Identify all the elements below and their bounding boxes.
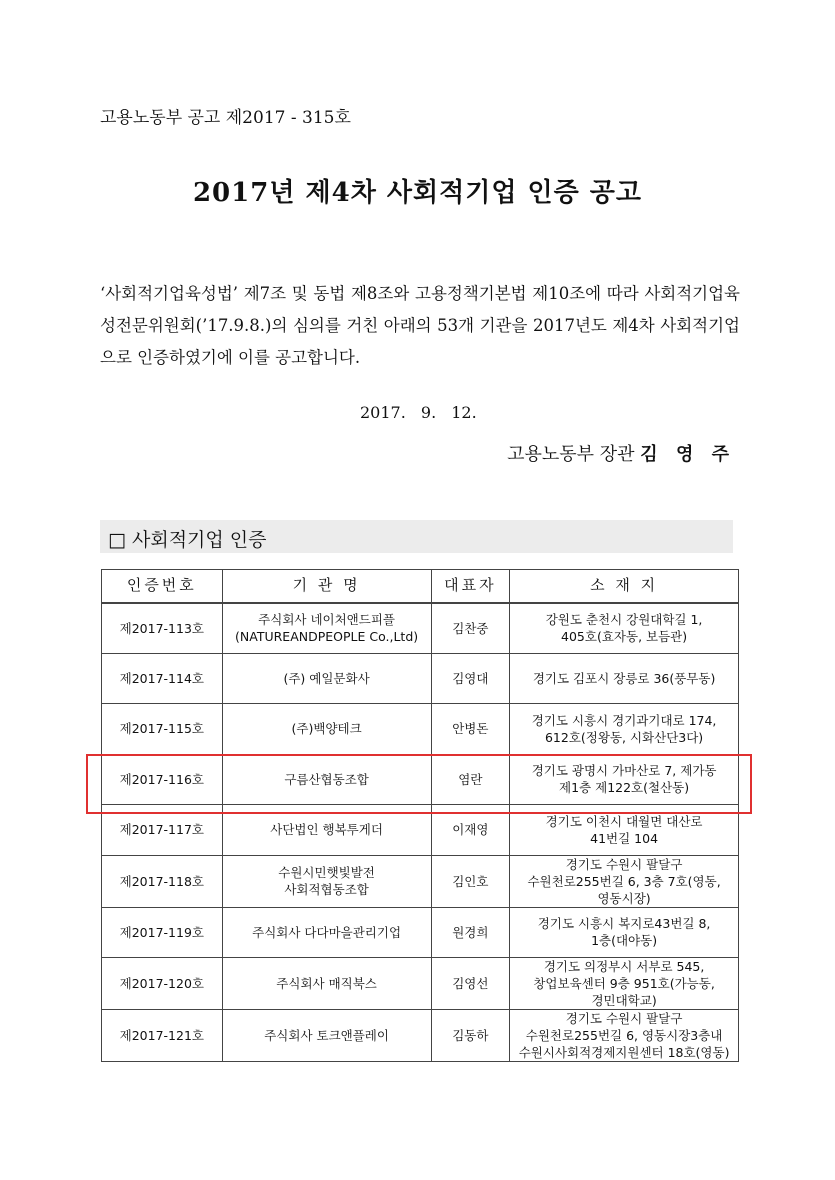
cell-address: [510, 907, 739, 958]
org-name-line: 수원시민햇빛발전: [278, 865, 375, 880]
address-line: 1층(대야동): [591, 933, 658, 949]
cell-address: [510, 805, 739, 856]
cell-cert-no: 제2017-118호: [102, 855, 223, 907]
address-line: 경민대학교): [591, 993, 657, 1008]
cell-org-name: [222, 855, 431, 907]
cell-org-name: [222, 704, 431, 755]
table-row: [102, 805, 739, 856]
address-line: 41번길 104: [590, 830, 659, 846]
org-name-line: 사단법인 행복투게더: [270, 822, 383, 838]
cell-address: [510, 704, 739, 755]
cell-cert-no: 제2017-121호: [102, 1010, 223, 1062]
address-line: 경기도 수원시 팔달구: [565, 856, 683, 872]
cell-representative: 김동하: [431, 1010, 510, 1062]
header-address: 소 재 지: [510, 570, 739, 603]
section-header: [100, 520, 733, 553]
cell-cert-no: 제2017-120호: [102, 958, 223, 1010]
cell-address: [510, 958, 739, 1010]
header-cert-no: 인증번호: [102, 570, 223, 603]
org-name-line: (NATUREANDPEOPLE Co.,Ltd): [235, 629, 419, 644]
address-line: 경기도 수원시 팔달구: [565, 1011, 683, 1026]
org-name-line: (주) 예일문화사: [283, 670, 370, 686]
address-line: 405호(효자동, 보듬관): [561, 629, 688, 644]
address-line: 수원천로255번길 6, 3층 7호(영동,: [527, 873, 721, 889]
table-row: [102, 603, 739, 654]
org-name-line: (주)백양테크: [291, 721, 362, 737]
address-line: 경기도 광명시 가마산로 7, 제가동: [531, 763, 717, 779]
cell-org-name: [222, 958, 431, 1010]
cell-cert-no: 제2017-113호: [102, 603, 223, 654]
org-name-line: 주식회사 매직북스: [276, 976, 377, 991]
table-row: [102, 907, 739, 958]
cell-representative: 안병돈: [431, 704, 510, 755]
cell-representative: 김인호: [431, 855, 510, 907]
address-line: 수원천로255번길 6, 영동시장3층내: [525, 1028, 723, 1043]
cell-org-name: [222, 907, 431, 958]
cell-org-name: [222, 1010, 431, 1062]
section-title-wrap: [108, 525, 267, 552]
address-line: 제1층 제122호(철산동): [559, 780, 690, 796]
org-name-line: 사회적협동조합: [284, 882, 369, 897]
body-paragraph: ‘사회적기업육성법’ 제7조 및 동법 제8조와 고용정책기본법 제10조에 따라 사회적기업육성전문위원회(’17.9.8.)의 심의를 거친 아래의 53개 기관을 2017년도 제4차 사회적기업으로 인증하였기에 이를 공고합니다.: [100, 284, 740, 367]
table-row: [102, 704, 739, 755]
cell-org-name: [222, 603, 431, 654]
table-row: [102, 653, 739, 704]
notice-number: 고용노동부 공고 제2017 - 315호: [100, 108, 351, 128]
cell-cert-no: 제2017-115호: [102, 704, 223, 755]
certification-table: [101, 569, 739, 1062]
cell-representative: 김찬중: [431, 603, 510, 654]
cell-representative: 김영선: [431, 958, 510, 1010]
address-line: 경기도 의정부시 서부로 545,: [543, 959, 705, 974]
signer-position: 고용노동부 장관: [507, 444, 635, 465]
cell-org-name: [222, 754, 431, 805]
cell-representative: 김영대: [431, 653, 510, 704]
address-line: 수원시사회적경제지원센터 18호(영동): [518, 1045, 730, 1060]
signer-name: 김 영 주: [640, 444, 735, 465]
cell-cert-no: 제2017-116호: [102, 754, 223, 805]
address-line: 경기도 김포시 장릉로 36(풍무동): [532, 670, 716, 686]
checkbox-icon: □: [108, 529, 126, 551]
table-body: [102, 603, 739, 1062]
cell-org-name: [222, 653, 431, 704]
address-line: 612호(정왕동, 시화산단3다): [544, 729, 704, 745]
cell-address: [510, 653, 739, 704]
cell-representative: 이재영: [431, 805, 510, 856]
cell-address: [510, 754, 739, 805]
page-title: 2017년 제4차 사회적기업 인증 공고: [192, 178, 643, 208]
org-name-line: 주식회사 토크앤플레이: [264, 1028, 389, 1043]
table-row: [102, 855, 739, 907]
cell-cert-no: 제2017-117호: [102, 805, 223, 856]
cell-org-name: [222, 805, 431, 856]
table-row: [102, 958, 739, 1010]
org-name-line: 주식회사 다다마을관리기업: [252, 924, 402, 940]
signer: [507, 440, 735, 466]
org-name-line: 주식회사 네이처앤드피플: [258, 612, 395, 627]
header-org-name: 기 관 명: [222, 570, 431, 603]
cell-address: [510, 855, 739, 907]
table-row: [102, 1010, 739, 1062]
address-line: 영동시장): [597, 890, 651, 906]
address-line: 창업보육센터 9층 951호(가능동,: [533, 976, 715, 991]
table-header-row: [102, 570, 739, 603]
address-line: 경기도 이천시 대월면 대산로: [545, 813, 703, 829]
section-title: 사회적기업 인증: [132, 529, 267, 551]
notice-date: 2017. 9. 12.: [360, 403, 477, 422]
cell-representative: 염란: [431, 754, 510, 805]
cell-cert-no: 제2017-119호: [102, 907, 223, 958]
address-line: 경기도 시흥시 복지로43번길 8,: [537, 916, 711, 932]
address-line: 강원도 춘천시 강원대학길 1,: [545, 612, 703, 627]
cell-cert-no: 제2017-114호: [102, 653, 223, 704]
org-name-line: 구름산협동조합: [284, 771, 369, 787]
cell-representative: 원경희: [431, 907, 510, 958]
header-representative: 대표자: [431, 570, 510, 603]
table-row: [102, 754, 739, 805]
address-line: 경기도 시흥시 경기과기대로 174,: [531, 712, 717, 728]
cell-address: [510, 1010, 739, 1062]
cell-address: [510, 603, 739, 654]
